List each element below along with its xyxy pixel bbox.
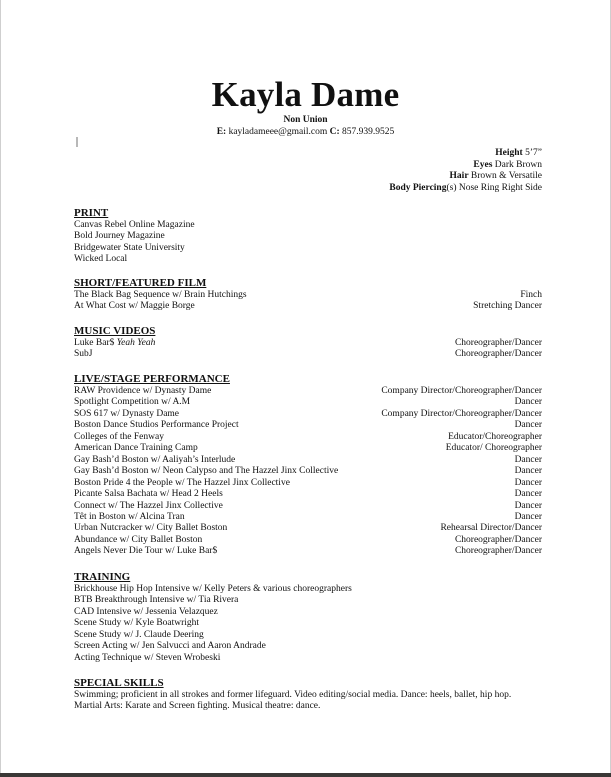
- credit-row: American Dance Training Camp Educator/ Choreographer: [74, 443, 542, 454]
- list-item: Brickhouse Hip Hop Intensive w/ Kelly Peters & various choreographers: [74, 584, 352, 594]
- list-item: Martial Arts: Karate and Screen fighting. Musical theatre: dance.: [74, 701, 321, 712]
- list-item: Swimming; proficient in all strokes and former lifeguard. Video editing/social media. Dance: heels, ballet, hip hop.: [74, 690, 512, 700]
- credit-row: Gay Bash’d Boston w/ Aaliyah’s Interlude Dancer: [74, 454, 542, 465]
- list-item: Bold Journey Magazine: [74, 231, 165, 242]
- phone-label: C:: [329, 127, 340, 137]
- list-item: BTB Breakthrough Intensive w/ Tia Rivera: [74, 595, 239, 606]
- stat-height: Height 5’7”: [495, 148, 542, 158]
- email-address[interactable]: kayladameee@gmail.com: [228, 127, 328, 137]
- credit-row: Abundance w/ City Ballet Boston Choreographer/Dancer: [74, 534, 542, 545]
- section-title-music: MUSIC VIDEOS: [74, 325, 156, 337]
- credit-row: Picante Salsa Bachata w/ Head 2 Heels Dancer: [74, 489, 542, 500]
- stat-piercing: Body Piercing(s) Nose Ring Right Side: [389, 182, 542, 193]
- section-print: [74, 207, 542, 266]
- text-cursor-marker: [76, 137, 78, 147]
- credit-row: Luke Bar$ Yeah Yeah Choreographer/Dancer: [74, 338, 542, 348]
- section-special-skills: [74, 677, 542, 713]
- list-item: Acting Technique w/ Steven Wrobeski: [74, 652, 221, 663]
- list-item: Bridgewater State University: [74, 242, 185, 253]
- section-music-videos: [74, 325, 542, 361]
- section-film: [74, 277, 542, 313]
- stat-eyes: Eyes Dark Brown: [473, 159, 542, 170]
- section-title-skills: SPECIAL SKILLS: [74, 677, 164, 689]
- section-title-live: LIVE/STAGE PERFORMANCE: [74, 373, 230, 385]
- list-item: CAD Intensive w/ Jessenia Velazquez: [74, 606, 218, 617]
- physical-stats: [389, 148, 542, 194]
- list-item: Wicked Local: [74, 254, 128, 265]
- list-item: Scene Study w/ J. Claude Deering: [74, 629, 204, 640]
- song-title: Yeah Yeah: [116, 338, 156, 348]
- section-title-film: SHORT/FEATURED FILM: [74, 277, 207, 289]
- performer-name: Kayla Dame: [211, 75, 400, 114]
- stat-hair: Hair Brown & Versatile: [449, 171, 542, 182]
- credit-row: Boston Dance Studios Performance Project Dancer: [74, 420, 542, 431]
- credit-row: Boston Pride 4 the People w/ The Hazzel Jinx Collective Dancer: [74, 477, 542, 488]
- credit-row: SOS 617 w/ Dynasty Dame Company Director/Choreographer/Dancer: [74, 408, 542, 419]
- credit-row: Angels Never Die Tour w/ Luke Bar$ Choreographer/Dancer: [74, 546, 542, 557]
- section-title-training: TRAINING: [74, 571, 131, 583]
- list-item: Canvas Rebel Online Magazine: [74, 220, 195, 230]
- credit-row: Têt in Boston w/ Alcina Tran Dancer: [74, 511, 542, 522]
- credit-row: At What Cost w/ Maggie Borge Stretching Dancer: [74, 301, 542, 312]
- section-training: [74, 571, 542, 664]
- phone-number: 857.939.9525: [342, 127, 395, 137]
- credit-row: Urban Nutcracker w/ City Ballet Boston Rehearsal Director/Dancer: [74, 523, 542, 534]
- email-label: E:: [216, 127, 227, 137]
- list-item: Screen Acting w/ Jen Salvucci and Aaron Andrade: [74, 641, 266, 652]
- section-title-print: PRINT: [74, 207, 109, 219]
- resume-header: [0, 76, 611, 138]
- credit-row: The Black Bag Sequence w/ Brain Hutchings Finch: [74, 290, 542, 300]
- credit-row: Connect w/ The Hazzel Jinx Collective Dancer: [74, 500, 542, 511]
- union-status: Non Union: [283, 115, 328, 125]
- credit-row: Colleges of the Fenway Educator/Choreographer: [74, 431, 542, 442]
- section-live-stage: [74, 373, 542, 558]
- bottom-edge-bar: [0, 773, 611, 777]
- contact-line: [0, 126, 611, 138]
- credit-row: RAW Providence w/ Dynasty Dame Company Director/Choreographer/Dancer: [74, 386, 542, 396]
- credit-row: Spotlight Competition w/ A.M Dancer: [74, 397, 542, 408]
- credit-row: SubJ Choreographer/Dancer: [74, 349, 542, 360]
- list-item: Scene Study w/ Kyle Boatwright: [74, 618, 200, 629]
- credit-row: Gay Bash’d Boston w/ Neon Calypso and The Hazzel Jinx Collective Dancer: [74, 466, 542, 477]
